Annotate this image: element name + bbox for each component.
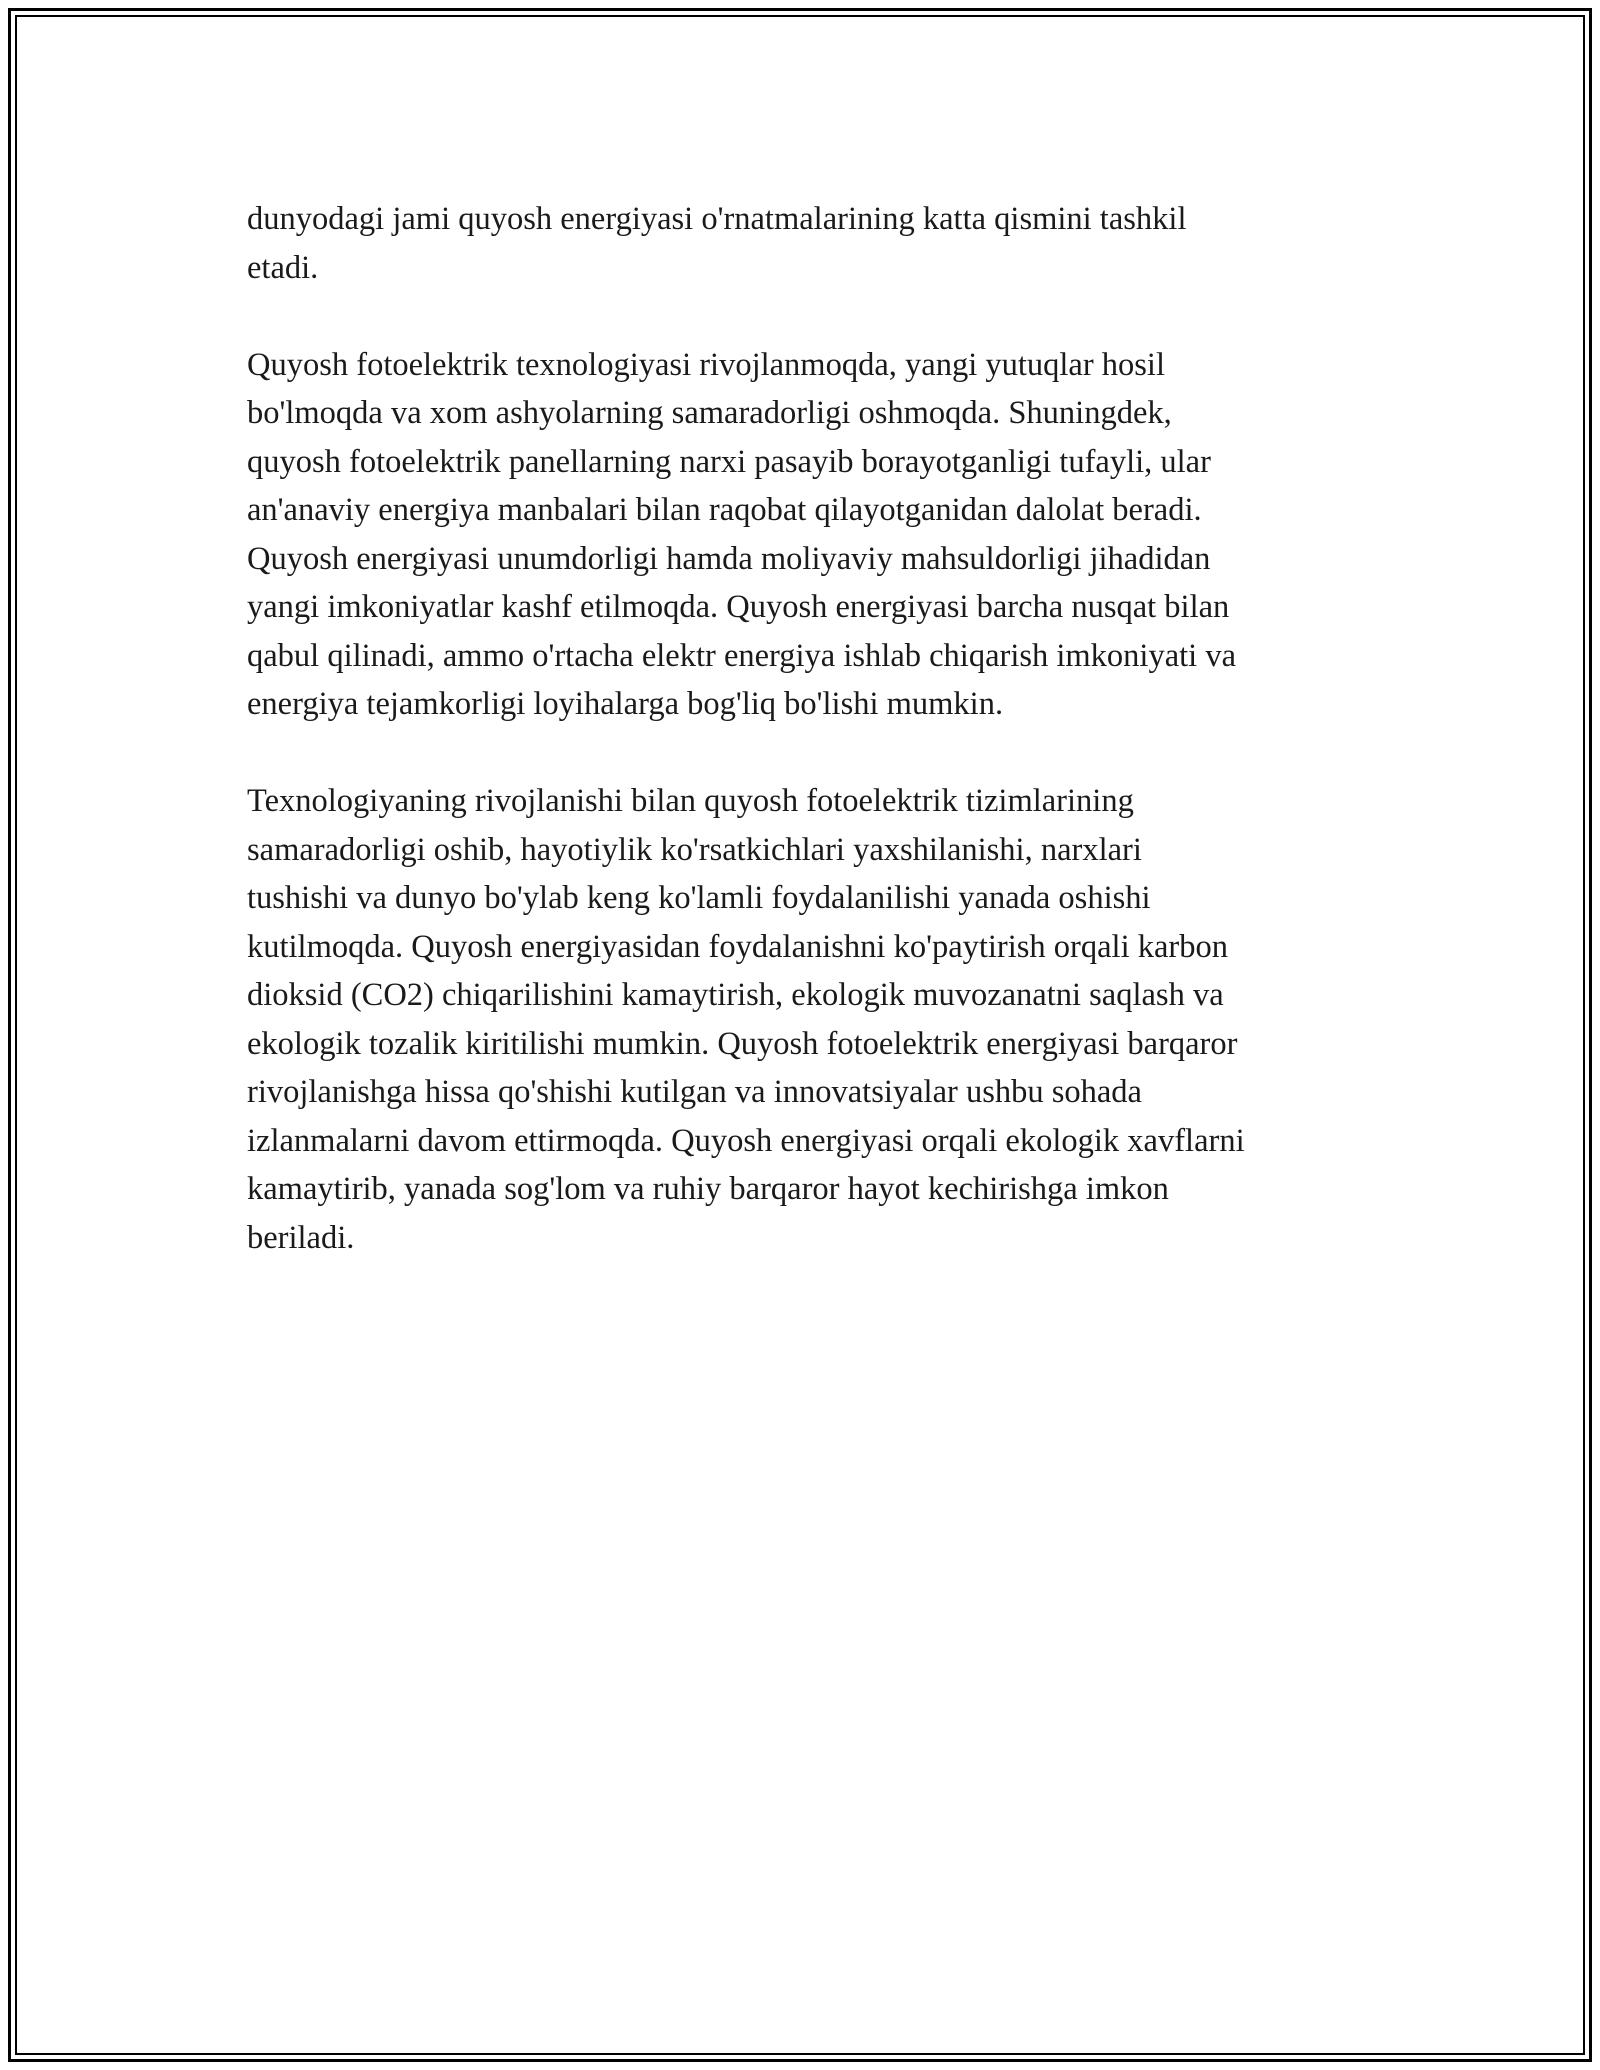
paragraph-2: Quyosh fotoelektrik texnologiyasi rivojlanmoqda, yangi yutuqlar hosil bo'lmoqda va xom ashyolarning samaradorligi oshmoqda. Shuningdek, quyosh fotoelektrik panellarning narxi pasayib borayotganligi tufayli, ular an'anaviy energiya manbalari bilan raqobat qilayotganidan dalolat beradi. Quyosh energiyasi unumdorligi hamda moliyaviy mahsuldorligi jihadidan yangi imkoniyatlar kashf etilmoqda. Quyosh energiyasi barcha nusqat bilan qabul qilinadi, ammo o'rtacha elektr energiya ishlab chiqarish imkoniyati va energiya tejamkorligi loyihalarga bog'liq bo'lishi mumkin. <box>247 346 1236 722</box>
page-frame <box>8 8 1592 2062</box>
document-body <box>247 195 1397 1311</box>
paragraph-3: Texnologiyaning rivojlanishi bilan quyosh fotoelektrik tizimlarining samaradorligi oshib, hayotiylik ko'rsatkichlari yaxshilanishi, narxlari tushishi va dunyo bo'ylab keng ko'lamli foydalanilishi yanada oshishi kutilmoqda. Quyosh energiyasidan foydalanishni ko'paytirish orqali karbon dioksid (CO2) chiqarilishini kamaytirish, ekologik muvozanatni saqlash va ekologik tozalik kiritilishi mumkin. Quyosh fotoelektrik energiyasi barqaror rivojlanishga hissa qo'shishi kutilgan va innovatsiyalar ushbu sohada izlanmalarni davom ettirmoqda. Quyosh energiyasi orqali ekologik xavflarni kamaytirib, yanada sog'lom va ruhiy barqaror hayot kechirishga imkon beriladi. <box>247 783 1245 1256</box>
paragraph-1: dunyodagi jami quyosh energiyasi o'rnatmalarining katta qismini tashkil etadi. <box>247 201 1187 286</box>
